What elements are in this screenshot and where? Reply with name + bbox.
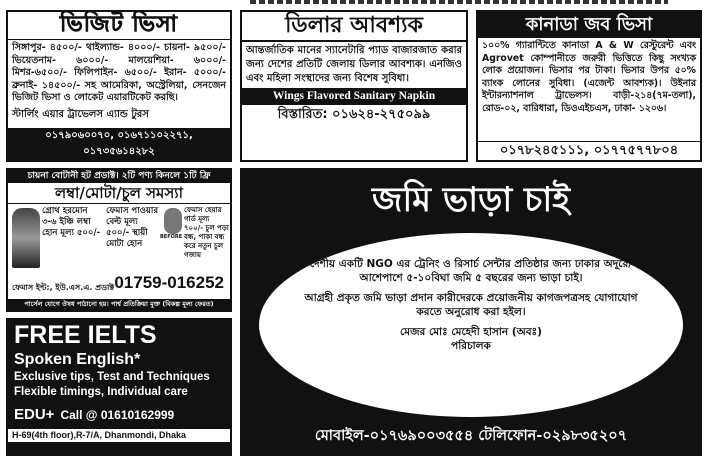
canada-visa-title: কানাডা জব ভিসা [478, 12, 700, 38]
land-role: পরিচালক [451, 340, 491, 352]
visit-visa-title: ভিজিট ভিসা [8, 12, 230, 40]
canada-visa-body: ১০০% গ্যারান্টিতে কানাডা A & W রেস্টুরেন্ট এবং Agrovet কোম্পানীতে জরুরী ভিত্তিতে কিছু সংখ্যক লোক প্রয়োজন। ভিসার পর টাকা। ভিসার উপর ৫০% ব্যাংক লোনের সুবিধা। (এজেন্ট আবশ্যক)। উইনার ইন্টারন্যাশনাল ট্রাভেলস। বাড়ী-২১৪(৭ম-তলা), রোড-০২, বারিধারা, ডিওএইচএস, ঢাকা- ১২০৬। [482, 40, 696, 114]
dealer-contact: বিস্তারিত: ০১৬২৪-২৭৫০৯৯ [277, 107, 431, 122]
ad-visit-visa [6, 10, 232, 162]
ielts-line-1: Exclusive tips, Test and Techniques [14, 371, 210, 383]
dealer-title: ডিলার আবশ্যক [242, 12, 466, 42]
top-cut-strip [0, 0, 708, 6]
hair-product-row [8, 204, 230, 272]
ad-hair-products [6, 168, 232, 312]
land-para-1: দেশীয় একটি NGO এর ট্রেনিং ও রিসার্চ সেন্টার প্রতিষ্ঠার জন্য ঢাকার অদূরে/ আশেপাশে ৫-১০বিঘা জমি ৫ বছরের জন্য ভাড়া চাই। [309, 258, 633, 284]
hair-top-line: চায়না বোটানী হট প্রডাক্ট। ২টি পণ্য কিনলে ১টি ফ্রি [8, 170, 230, 183]
land-oval [259, 233, 683, 417]
land-para-2: আগ্রহী প্রকৃত জমি ভাড়া প্রদান কারীদেরকে প্রয়োজনীয় কাগজপত্রসহ যোগাযোগ করতে অনুরোধ করা হইল। [304, 292, 638, 318]
ad-free-ielts [6, 318, 232, 456]
dealer-body: আন্তর্জাতিক মানের স্যানেটারি প্যাড বাজারজাত করার জন্য দেশের প্রতিটি জেলায় ডিলার আবশ্যক। এনজিও এবং মহিলা সংস্থাদের জন্য বিশেষ সুবিধা। [246, 45, 462, 84]
land-title: জমি ভাড়া চাই [372, 180, 570, 220]
hair-company: ফেমাস ইন্ট:, ইউ.এস.এ. প্রডাক্ট [12, 283, 115, 292]
before-photo [164, 208, 182, 234]
ad-dealer [240, 10, 468, 162]
canada-visa-phones: ০১৭৮২৪৫১১১, ০১৭৭৫৭৭৮০৪ [478, 141, 700, 160]
hair-product-1: গ্রোথ হরমোন ৩-৬ ইঞ্চি লম্বা হোন মূল্য ৫০০/- [42, 206, 101, 238]
ielts-address: H-69(4th floor),R-7/A, Dhanmondi, Dhaka [8, 429, 230, 442]
ielts-call: Call @ 01610162999 [60, 407, 175, 422]
ielts-line-2: Flexible timings, Individual care [14, 386, 188, 398]
ad-canada-visa [476, 10, 702, 162]
ielts-subtitle: Spoken English* [14, 351, 141, 368]
ad-land-rent [240, 168, 702, 456]
ielts-call-row [8, 406, 230, 423]
man-photo [12, 208, 40, 268]
hair-product-2: ফেমাস পাওয়ার বেল্ট মূল্য ৫০০/- স্থায়ী মোটা হোন [106, 206, 159, 249]
land-name: মেজর মোঃ মেহেদী হাসান (অবঃ) [400, 326, 542, 338]
hair-footer: পার্সেল যোগে ঔষধ পাঠানো হয়। পার্শ্ব প্রতিক্রিয়া মুক্ত (বিকল্প মূল্য ফেরত) [8, 299, 230, 310]
visit-visa-body: সিঙ্গাপুর- ৪৫০০/- থাইল্যান্ড- ৪০০০/- চায়না- ৯৫০০/- ভিয়েতনাম- ৬০০০/- মালয়েশিয়া- ৬০০০/- মিশর-৬৫০০/- ফিলিপাইন- ৬৫০০/- ইরান- ৫০০০/- ব্রুনাই- ১৪৫০০/- সহ আমেরিকা, অস্ট্রেলিয়া, সেনজেন ভিজিট ভিসা ও লোকেট এয়ারটিকেট করছি। [12, 42, 226, 104]
hair-phone: 01759-016252 [114, 273, 224, 292]
before-label: BEFORE [160, 234, 183, 240]
hair-title: লম্বা/মোটা/চুল সমস্যা [8, 183, 230, 204]
visit-visa-phones: ০১৭৯০৬০০৭০, ০১৬৭১১০২২৭১, ০১৭৩৫৬১৪২৮২ [8, 128, 230, 160]
ielts-brand: EDU+ [14, 406, 55, 423]
dealer-brand: Wings Flavored Sanitary Napkin [242, 88, 466, 105]
ielts-title: FREE IELTS [14, 321, 157, 349]
visit-visa-company: স্টার্লিং এয়ার ট্রাভেলস এ্যান্ড টুরস [12, 108, 149, 120]
land-phones: মোবাইল-০১৭৬৯০০৩৫৫৪ টেলিফোন-০২৯৮৩৫২০৭ [314, 428, 628, 444]
hair-product-3: ফেমাস হেয়ার গার্ড মূল্য ৭০০/- চুল পড়া বন্ধ, পাকা বন্ধ করে নতুন চুল গজায় [184, 206, 229, 259]
